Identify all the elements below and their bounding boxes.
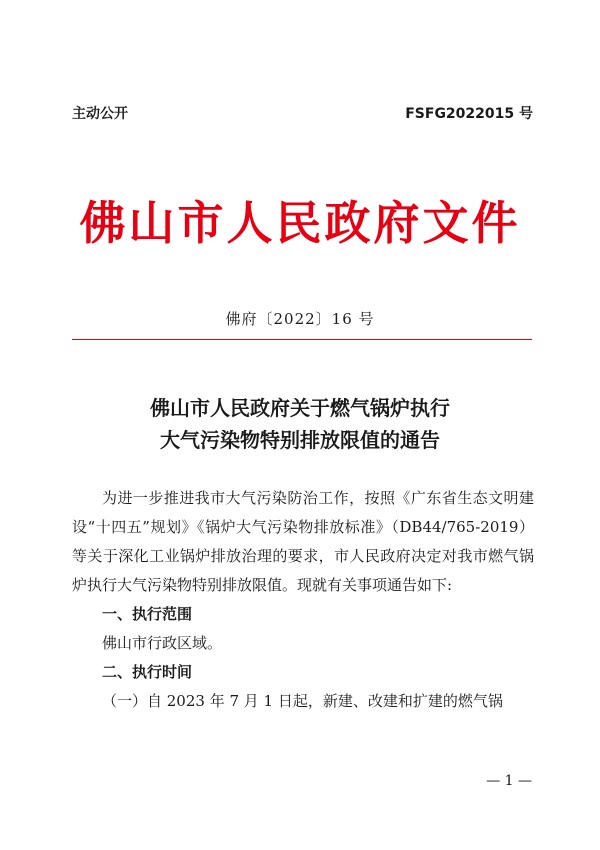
page-number: — 1 — [486, 773, 532, 789]
title-line-1: 佛山市人民政府关于燃气锅炉执行 [150, 396, 450, 420]
intro-paragraph: 为进一步推进我市大气污染防治工作，按照《广东省生态文明建设“十四五”规划》《锅炉大气污染物排放标准》（DB44/765-2019）等关于深化工业锅炉排放治理的要求，市人民政府决定对我市燃气锅炉执行大气污染物特别排放限值。现就有关事项通告如下: [72, 489, 534, 594]
file-code: FSFG2022015 号 [405, 106, 533, 122]
document-body [72, 484, 534, 716]
section-2-text: （一）自 2023 年 7 月 1 日起，新建、改建和扩建的燃气锅 [102, 692, 503, 710]
red-divider-line [72, 339, 532, 340]
section-1-text: 佛山市行政区域。 [102, 634, 223, 652]
document-masthead: 佛山市人民政府文件 [79, 196, 521, 250]
section-2-heading: 二、执行时间 [102, 663, 193, 681]
title-line-2: 大气污染物特别排放限值的通告 [160, 428, 440, 452]
section-1-heading: 一、执行范围 [102, 605, 193, 623]
document-number: 佛府〔2022〕16 号 [225, 310, 375, 328]
document-title [0, 392, 600, 456]
disclosure-label: 主动公开 [72, 106, 128, 122]
